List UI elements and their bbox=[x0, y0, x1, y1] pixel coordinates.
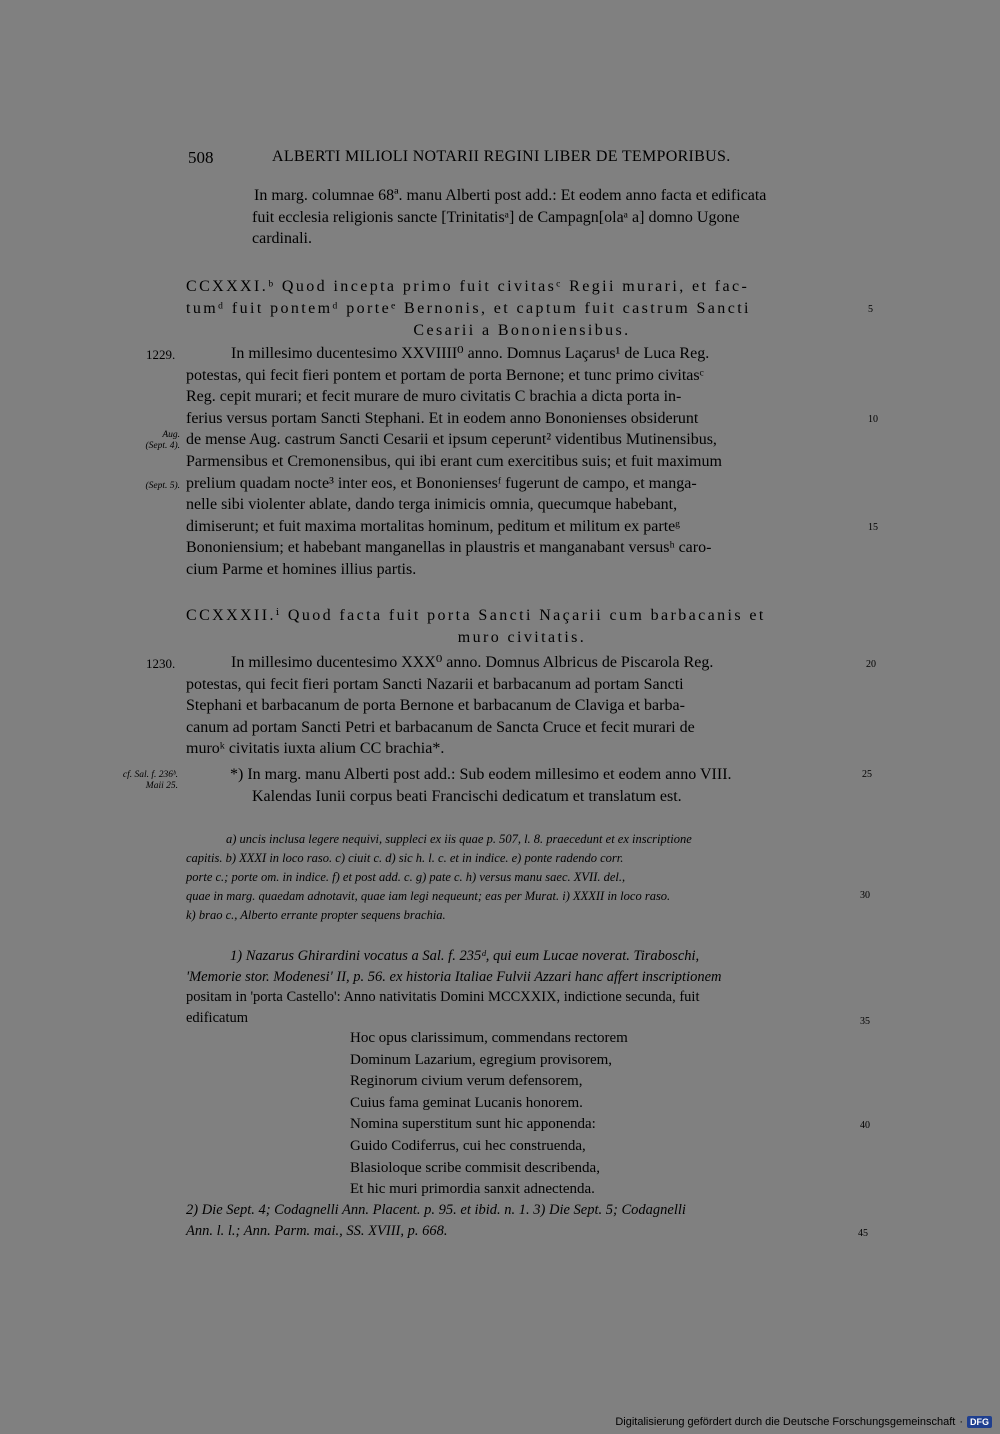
footnotes bbox=[186, 946, 858, 1028]
poem-line: Hoc opus clarissimum, commendans rectorem bbox=[350, 1030, 628, 1046]
line-number: 15 bbox=[868, 522, 878, 533]
star-note bbox=[186, 764, 858, 807]
inscription-poem bbox=[350, 1028, 628, 1201]
note-line: 1) Nazarus Ghirardini vocatus a Sal. f. 235ᵈ, qui eum Lucae noverat. Tiraboschi, bbox=[230, 948, 700, 964]
text-line: Stephani et barbacanum de porta Bernone et barbacanum de Claviga et barba- bbox=[186, 697, 685, 715]
text-line: Bononiensium; et habebant manganellas in plaustris et manganabant versusʰ caro- bbox=[186, 539, 712, 557]
intro-line: cardinali. bbox=[252, 230, 312, 248]
text-line: dimiserunt; et fuit maxima mortalitas hominum, peditum et militum ex parteᵍ bbox=[186, 517, 681, 535]
text-line: cium Parme et homines illius partis. bbox=[186, 560, 417, 578]
note-line: 'Memorie stor. Modenesi' II, p. 56. ex historia Italiae Fulvii Azzari hanc affert inscriptionem bbox=[186, 968, 722, 985]
poem-line: Guido Codiferrus, cui hec construenda, bbox=[350, 1137, 586, 1154]
apparatus bbox=[186, 830, 858, 925]
heading-line: CCXXXI.ᵇ Quod incepta primo fuit civitasᶜ Regii murari, et fac- bbox=[186, 278, 750, 295]
line-number: 20 bbox=[866, 659, 876, 670]
note-line: Ann. l. l.; Ann. Parm. mai., SS. XVIII, p. 668. bbox=[186, 1222, 448, 1239]
running-title: ALBERTI MILIOLI NOTARII REGINI LIBER DE TEMPORIBUS. bbox=[272, 148, 731, 165]
margin-date: Aug. (Sept. 4). bbox=[145, 430, 180, 451]
text-line: potestas, qui fecit fieri pontem et portam de porta Bernone; et tunc primo civitasᶜ bbox=[186, 366, 704, 384]
chapter-body-231 bbox=[186, 343, 858, 581]
text-line: potestas, qui fecit fieri portam Sancti Nazarii et barbacanum ad portam Sancti bbox=[186, 675, 684, 693]
intro-line: fuit ecclesia religionis sancte [Trinitatisᵃ] de Campagn[olaᵃ a] domno Ugone bbox=[252, 208, 740, 226]
footer-text: Digitalisierung gefördert durch die Deutsche Forschungsgemeinschaft bbox=[615, 1416, 956, 1428]
margin-year: 1229. bbox=[146, 347, 176, 362]
apparatus-line: capitis. b) XXXI in loco raso. c) ciuit c. d) sic h. l. c. et in indice. e) ponte radendo corr. bbox=[186, 851, 624, 865]
intro-block bbox=[186, 185, 858, 250]
text-line: In millesimo ducentesimo XXVIIII⁰ anno. Domnus Laçarus¹ de Luca Reg. bbox=[231, 345, 710, 362]
text-line: muroᵏ civitatis iuxta alium CC brachia*. bbox=[186, 740, 445, 758]
poem-line: Nomina superstitum sunt hic apponenda: bbox=[350, 1116, 596, 1133]
chapter-heading-231 bbox=[186, 276, 858, 342]
text-line: canum ad portam Sancti Petri et barbacanum de Sancta Cruce et fecit murari de bbox=[186, 718, 695, 736]
note-line: positam in 'porta Castello': Anno nativitatis Domini MCCXXIX, indictione secunda, fuit bbox=[186, 989, 700, 1005]
text-line: Parmensibus et Cremonensibus, qui ibi erant cum exercitibus suis; et fuit maximum bbox=[186, 452, 722, 470]
margin-date: (Sept. 5). bbox=[145, 481, 180, 491]
text-line: de mense Aug. castrum Sancti Cesarii et ipsum ceperunt² videntibus Mutinensibus, bbox=[186, 431, 717, 449]
chapter-body-232 bbox=[186, 652, 858, 760]
line-number: 5 bbox=[868, 304, 873, 315]
line-number: 40 bbox=[860, 1120, 870, 1131]
chapter-heading-232 bbox=[186, 605, 858, 649]
page-number: 508 bbox=[188, 148, 214, 167]
line-number: 35 bbox=[860, 1016, 870, 1027]
poem-line: Blasioloque scribe commisit describenda, bbox=[350, 1159, 600, 1176]
apparatus-line: quae in marg. quaedam adnotavit, quae iam legi nequeunt; eas per Murat. i) XXXII in loco raso. bbox=[186, 889, 671, 903]
line-number: 25 bbox=[862, 769, 872, 780]
line-number: 30 bbox=[860, 890, 870, 901]
margin-reference: cf. Sal. f. 236ᵇ. Maii 25. bbox=[122, 770, 178, 791]
digitization-footer: Digitalisierung gefördert durch die Deutsche Forschungsgemeinschaft · DFG bbox=[615, 1416, 992, 1428]
poem-line: Cuius fama geminat Lucanis honorem. bbox=[350, 1094, 583, 1111]
apparatus-line: porte c.; porte om. in indice. f) et post add. c. g) pate c. h) versus manu saec. XVII. del., bbox=[186, 870, 626, 884]
text-line: prelium quadam nocte³ inter eos, et Bononiensesᶠ fugerunt de campo, et manga- bbox=[186, 474, 697, 492]
line-number: 45 bbox=[858, 1228, 868, 1239]
poem-line: Et hic muri primordia sanxit adnectenda. bbox=[350, 1181, 595, 1198]
apparatus-line: a) uncis inclusa legere nequivi, suppleci ex iis quae p. 507, l. 8. praecedunt et ex inscriptione bbox=[226, 832, 692, 846]
text-line: Reg. cepit murari; et fecit murare de muro civitatis C brachia a dicta porta in- bbox=[186, 388, 682, 406]
apparatus-line: k) brao c., Alberto errante propter sequens brachia. bbox=[186, 908, 446, 922]
poem-line: Dominum Lazarium, egregium provisorem, bbox=[350, 1051, 613, 1068]
text-line: ferius versus portam Sancti Stephani. Et in eodem anno Bononienses obsiderunt bbox=[186, 409, 699, 427]
note-line: 2) Die Sept. 4; Codagnelli Ann. Placent. p. 95. et ibid. n. 1. 3) Die Sept. 5; Codagnelli bbox=[186, 1202, 686, 1218]
heading-line: tumᵈ fuit pontemᵈ porteᵉ Bernonis, et captum fuit castrum Sancti bbox=[186, 300, 751, 317]
text-line: nelle sibi violenter ablate, dando terga inimicis omnia, quecumque habebant, bbox=[186, 496, 678, 514]
text-line: *) In marg. manu Alberti post add.: Sub eodem millesimo et eodem anno VIII. bbox=[230, 766, 732, 783]
text-line: In millesimo ducentesimo XXX⁰ anno. Domnus Albricus de Piscarola Reg. bbox=[231, 654, 714, 671]
text-line: Kalendas Iunii corpus beati Francischi dedicatum et translatum est. bbox=[252, 787, 682, 805]
heading-line: CCXXXII.ⁱ Quod facta fuit porta Sancti Naçarii cum barbacanis et bbox=[186, 607, 766, 624]
intro-line: In marg. columnae 68ª. manu Alberti post add.: Et eodem anno facta et edificata bbox=[254, 187, 767, 204]
line-number: 10 bbox=[868, 414, 878, 425]
margin-year: 1230. bbox=[146, 656, 176, 671]
heading-line: muro civitatis. bbox=[457, 629, 587, 646]
footnotes-end bbox=[186, 1200, 858, 1241]
note-line: edificatum bbox=[186, 1009, 249, 1026]
heading-line: Cesarii a Bononiensibus. bbox=[413, 322, 631, 339]
poem-line: Reginorum civium verum defensorem, bbox=[350, 1073, 583, 1090]
dfg-logo: DFG bbox=[967, 1416, 992, 1428]
